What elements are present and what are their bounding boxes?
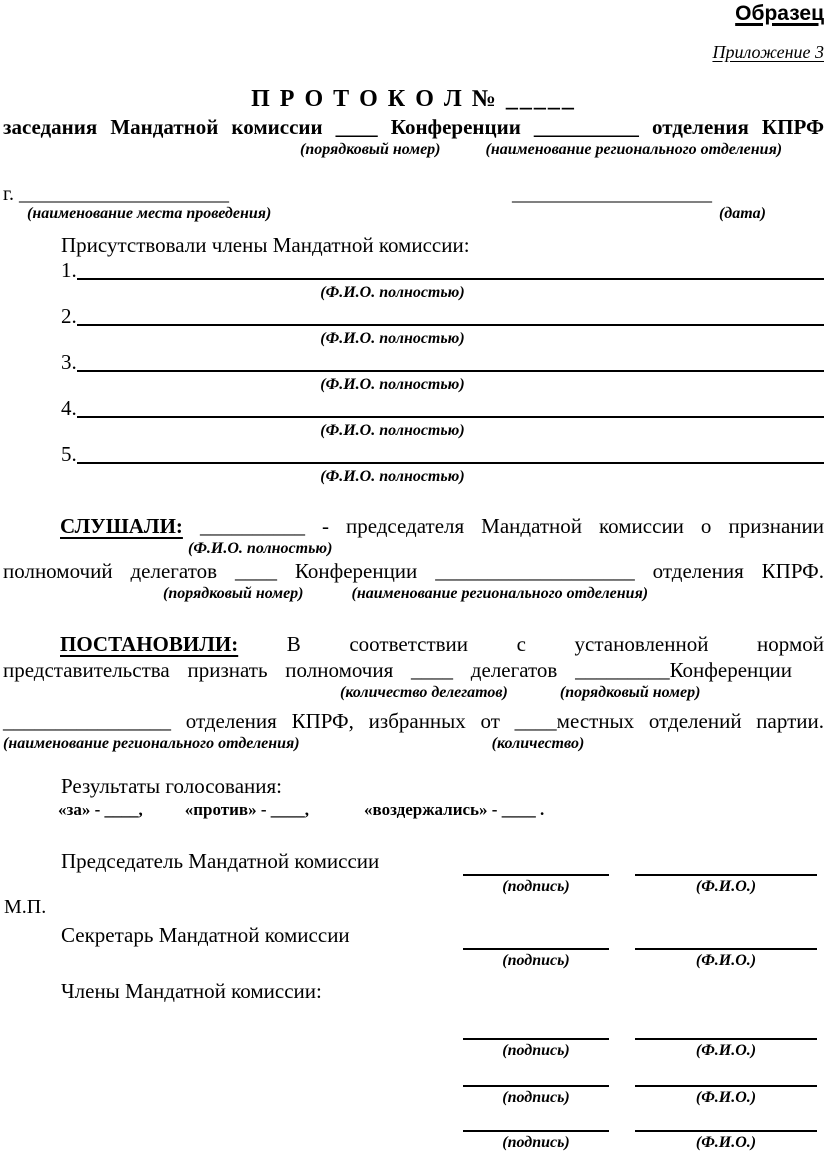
fio-full-caption: (Ф.И.О. полностью)	[320, 376, 465, 393]
attendee-item	[3, 395, 824, 441]
resolved-line1-text: В соответствии с установленной нормой	[286, 632, 824, 656]
attendee-blank-line	[77, 395, 824, 418]
fio-full-caption: (Ф.И.О. полностью)	[320, 468, 465, 485]
attendee-item	[3, 257, 824, 303]
heard-line2	[3, 558, 824, 584]
resolved-line2-text: представительства признать полномочия ____ делегатов _________Конференции	[3, 658, 792, 682]
stamp-place-label: М.П.	[4, 896, 47, 918]
signature-line	[463, 1067, 609, 1087]
voting-results-row	[3, 800, 824, 819]
fio-column	[635, 1112, 817, 1153]
signature-column	[463, 930, 609, 971]
secretary-label: Секретарь Мандатной комиссии	[61, 923, 350, 947]
heard-section	[3, 513, 824, 603]
date-blank-line: ____________________	[512, 183, 712, 205]
attendee-blank-line	[77, 349, 824, 372]
member-signature-row	[3, 1020, 824, 1061]
resolved-section	[3, 631, 824, 753]
protocol-title-text: П Р О Т О К О Л № _____	[251, 86, 576, 112]
city-blank-line: г. _____________________	[3, 183, 229, 205]
heard-fio-caption-row	[3, 539, 824, 558]
count-caption: (количество)	[491, 735, 585, 752]
resolved-keyword: ПОСТАНОВИЛИ:	[60, 632, 239, 656]
signature-line	[463, 1112, 609, 1132]
regional-name-caption: (наименование регионального отделения)	[351, 585, 649, 602]
attendee-item	[3, 349, 824, 395]
appendix-row	[3, 41, 824, 64]
vote-abstained: «воздержались» - ____ .	[364, 800, 545, 819]
member-signature-row	[3, 1112, 824, 1153]
signature-column	[463, 1020, 609, 1061]
chairman-signature-row	[3, 849, 824, 897]
heard-line1-text: __________ - председателя Мандатной комиссии о признании	[199, 514, 824, 538]
fio-line	[635, 1067, 817, 1087]
signature-line	[463, 930, 609, 950]
signature-caption: (подпись)	[502, 1042, 570, 1059]
fio-line	[635, 1112, 817, 1132]
signature-caption: (подпись)	[502, 878, 570, 895]
attendee-blank-line	[77, 303, 824, 326]
serial-number-caption: (порядковый номер)	[163, 585, 304, 602]
signature-caption: (подпись)	[502, 1134, 570, 1151]
fio-full-caption: (Ф.И.О. полностью)	[320, 330, 465, 347]
fio-line	[635, 1020, 817, 1040]
fio-line	[635, 930, 817, 950]
attendee-line-row	[3, 257, 824, 283]
signature-column	[463, 1112, 609, 1153]
attendees-heading: Присутствовали члены Мандатной комиссии:	[61, 233, 470, 257]
member-signature-row	[3, 1067, 824, 1108]
chairman-label: Председатель Мандатной комиссии	[61, 849, 380, 873]
vote-against: «против» - ____,	[184, 800, 310, 819]
secretary-signature-row	[3, 923, 824, 971]
document-title	[3, 85, 824, 114]
fio-column	[635, 856, 817, 897]
attendee-line-row	[3, 441, 824, 467]
delegates-count-caption: (количество делегатов)	[340, 684, 508, 701]
attendee-line-row	[3, 395, 824, 421]
serial-number-caption: (порядковый номер)	[300, 141, 441, 158]
header-captions	[3, 140, 824, 159]
attendee-item	[3, 303, 824, 349]
appendix-label: Приложение 3	[712, 42, 824, 62]
resolved-captions-2	[3, 734, 824, 753]
attendee-line-row	[3, 349, 824, 375]
attendee-number: 4.	[61, 396, 77, 420]
fio-column	[635, 930, 817, 971]
fio-full-caption: (Ф.И.О. полностью)	[188, 540, 333, 557]
attendee-number: 2.	[61, 304, 77, 328]
attendee-number: 1.	[61, 258, 77, 282]
attendee-line-row	[3, 303, 824, 329]
signature-column	[463, 856, 609, 897]
signature-caption: (подпись)	[502, 952, 570, 969]
fio-full-caption: (Ф.И.О. полностью)	[320, 422, 465, 439]
resolved-line1	[3, 631, 824, 657]
attendee-blank-line	[77, 441, 824, 464]
attendee-number: 5.	[61, 442, 77, 466]
resolved-captions-1	[3, 683, 824, 702]
fio-column	[635, 1067, 817, 1108]
attendee-item	[3, 441, 824, 487]
sample-label: Образец	[735, 2, 824, 25]
voting-heading: Результаты голосования:	[61, 774, 282, 798]
serial-number-caption: (порядковый номер)	[559, 684, 701, 701]
fio-caption: (Ф.И.О.)	[695, 1089, 757, 1106]
fio-column	[635, 1020, 817, 1061]
place-date-row	[3, 183, 824, 205]
fio-caption: (Ф.И.О.)	[695, 878, 757, 895]
heard-line1	[3, 513, 824, 539]
regional-name-caption: (наименование регионального отделения)	[3, 735, 300, 752]
signature-column	[463, 1067, 609, 1108]
date-caption: (дата)	[718, 205, 766, 222]
fio-full-caption: (Ф.И.О. полностью)	[320, 284, 465, 301]
fio-caption: (Ф.И.О.)	[695, 1042, 757, 1059]
document-subtitle	[3, 114, 824, 140]
attendee-number: 3.	[61, 350, 77, 374]
heard-line2-text: полномочий делегатов ____ Конференции ___________________ отделения КПРФ.	[3, 559, 824, 583]
place-caption: (наименование места проведения)	[27, 205, 272, 222]
vote-for: «за» - ____,	[58, 800, 143, 819]
signature-line	[463, 1020, 609, 1040]
resolved-line2	[3, 657, 824, 683]
sample-row	[3, 2, 824, 26]
fio-line	[635, 856, 817, 876]
resolved-line3-text: ________________ отделения КПРФ, избранных от ____местных отделений партии.	[3, 709, 824, 733]
attendee-blank-line	[77, 257, 824, 280]
regional-name-caption: (наименование регионального отделения)	[485, 141, 783, 158]
signature-caption: (подпись)	[502, 1089, 570, 1106]
resolved-line3	[3, 708, 824, 734]
fio-caption: (Ф.И.О.)	[695, 1134, 757, 1151]
signature-line	[463, 856, 609, 876]
heard-captions	[3, 584, 824, 603]
fio-caption: (Ф.И.О.)	[695, 952, 757, 969]
place-date-captions	[3, 205, 824, 223]
members-heading: Члены Мандатной комиссии:	[61, 979, 322, 1003]
heard-keyword: СЛУШАЛИ:	[60, 514, 183, 538]
subtitle-text: заседания Мандатной комиссии ____ Конференции __________ отделения КПРФ	[3, 115, 824, 139]
